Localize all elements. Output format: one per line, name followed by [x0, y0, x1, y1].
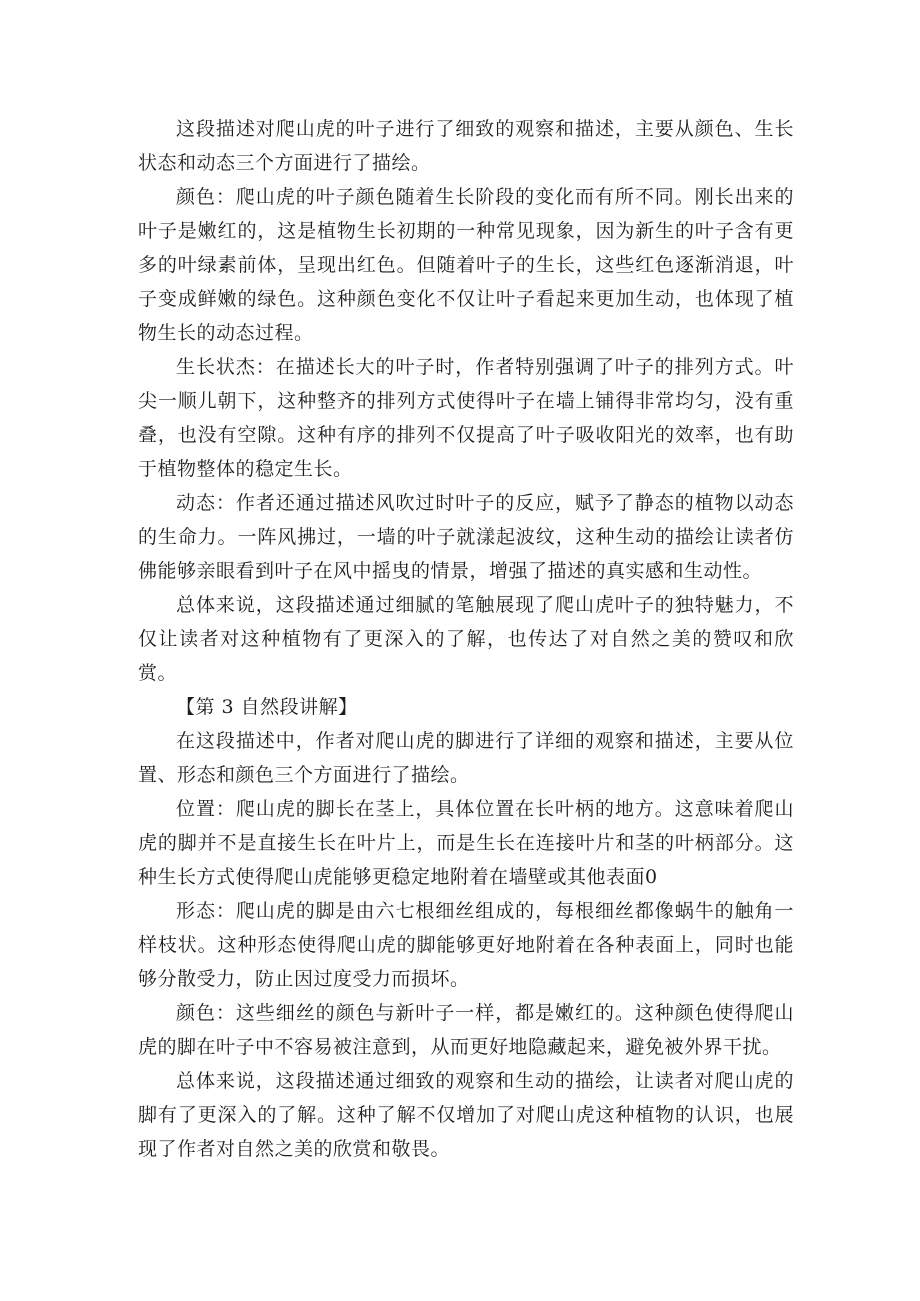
- paragraph-growth-state: 生长状杰：在描述长大的叶子时，作者特别强调了叶子的排列方式。叶尖一顺儿朝下，这种整齐的排列方式使得叶子在墙上铺得非常均匀，没有重叠，也没有空隙。这种有序的排列不仅提高了叶子吸收阳光的效率，也有助于植物整体的稳定生长。: [138, 356, 794, 480]
- paragraph-summary-feet: 总体来说，这段描述通过细致的观察和生动的描绘，让读者对爬山虎的脚有了更深入的了解。这种了解不仅增加了对爬山虎这种植物的认识，也展现了作者对自然之美的欣赏和敬畏。: [138, 1070, 794, 1160]
- paragraph-dynamics: 动态：作者还通过描述风吹过时叶子的反应，赋予了静态的植物以动态的生命力。一阵风拂过，一墙的叶子就漾起波纹，这种生动的描绘让读者仿佛能够亲眼看到叶子在风中摇曳的情景，增强了描述的真实感和生动性。: [138, 492, 794, 582]
- paragraph-shape: 形态：爬山虎的脚是由六七根细丝组成的，每根细丝都像蜗牛的触角一样枝状。这种形态使得爬山虎的脚能够更好地附着在各种表面上，同时也能够分散受力，防止因过度受力而损坏。: [138, 900, 794, 990]
- document-body: [138, 112, 794, 1166]
- paragraph-summary-leaves: 总体来说，这段描述通过细腻的笔触展现了爬山虎叶子的独特魅力，不仅让读者对这种植物有了更深入的了解，也传达了对自然之美的赞叹和欣赏。: [138, 594, 794, 684]
- paragraph-position: 位置：爬山虎的脚长在茎上，具体位置在长叶柄的地方。这意味着爬山虎的脚并不是直接生长在叶片上，而是生长在连接叶片和茎的叶柄部分。这种生长方式使得爬山虎能够更稳定地附着在墙壁或其他表面0: [138, 798, 794, 888]
- section-heading: 【第 3 自然段讲解】: [176, 696, 358, 718]
- paragraph-color: 颜色：爬山虎的叶子颜色随着生长阶段的变化而有所不同。刚长出来的叶子是嫩红的，这是植物生长初期的一种常见现象，因为新生的叶子含有更多的叶绿素前体，呈现出红色。但随着叶子的生长，这些红色逐渐消退，叶子变成鲜嫩的绿色。这种颜色变化不仅让叶子看起来更加生动，也体现了植物生长的动态过程。: [138, 186, 794, 344]
- paragraph-feet-color: 颜色：这些细丝的颜色与新叶子一样，都是嫩红的。这种颜色使得爬山虎的脚在叶子中不容易被注意到，从而更好地隐藏起来，避免被外界干扰。: [138, 1002, 794, 1058]
- paragraph-intro: 这段描述对爬山虎的叶子进行了细致的观察和描述，主要从颜色、生长状态和动态三个方面进行了描绘。: [138, 118, 794, 174]
- paragraph-feet-intro: 在这段描述中，作者对爬山虎的脚进行了详细的观察和描述，主要从位置、形态和颜色三个方面进行了描绘。: [138, 730, 794, 786]
